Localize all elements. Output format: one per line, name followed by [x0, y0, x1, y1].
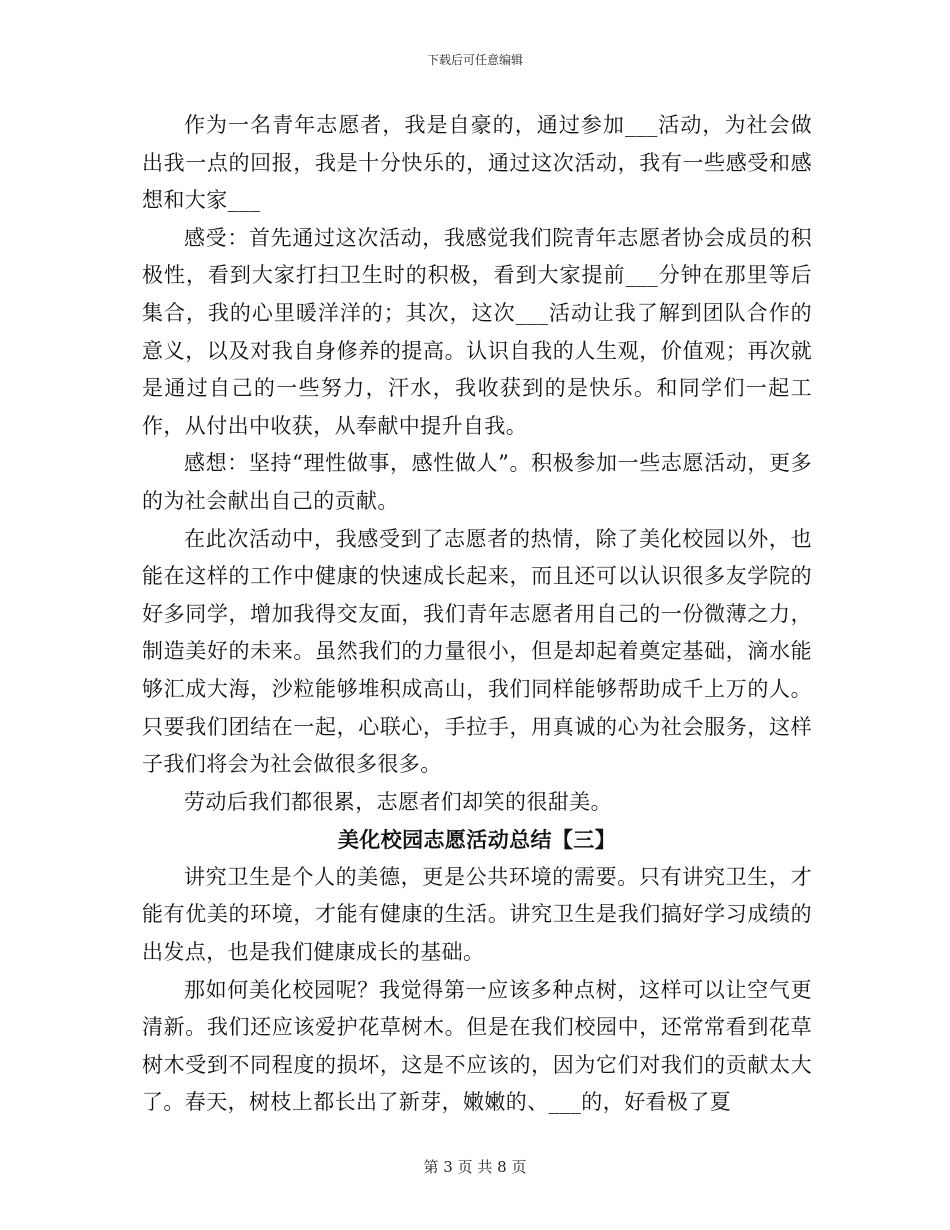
document-body: [142, 107, 812, 1122]
paragraph-feelings: 感受：首先通过这次活动，我感觉我们院青年志愿者协会成员的积极性，看到大家打扫卫生时的积极，看到大家提前___分钟在那里等后集合，我的心里暖洋洋的；其次，这次___活动让我了解到团队合作的意义，以及对我自身修养的提高。认识自我的人生观，价值观；再次就是通过自己的一些努力，汗水，我收获到的是快乐。和同学们一起工作，从付出中收获，从奉献中提升自我。: [142, 225, 812, 438]
paragraph-intro: 作为一名青年志愿者，我是自豪的，通过参加___活动，为社会做出我一点的回报，我是十分快乐的，通过这次活动，我有一些感受和感想和大家___: [142, 113, 812, 213]
paragraph-thoughts: 感想：坚持“理性做事，感性做人”。积极参加一些志愿活动，更多的为社会献出自己的贡献。: [142, 451, 812, 513]
section-title: 美化校园志愿活动总结【三】: [337, 827, 617, 853]
paragraph-hygiene: 讲究卫生是个人的美德，更是公共环境的需要。只有讲究卫生，才能有优美的环境，才能有健康的生活。讲究卫生是我们搞好学习成绩的出发点，也是我们健康成长的基础。: [142, 864, 812, 965]
paragraph-activity: 在此次活动中，我感受到了志愿者的热情，除了美化校园以外，也能在这样的工作中健康的快速成长起来，而且还可以认识很多友学院的好多同学，增加我得交友面，我们青年志愿者用自己的一份微薄之力，制造美好的未来。虽然我们的力量很小，但是却起着奠定基础，滴水能够汇成大海，沙粒能够堆积成高山，我们同样能够帮助成千上万的人。只要我们团结在一起，心联心，手拉手，用真诚的心为社会服务，这样子我们将会为社会做很多很多。: [142, 526, 812, 777]
paragraph-campus: 那如何美化校园呢？我觉得第一应该多种点树，这样可以让空气更清新。我们还应该爱护花草树木。但是在我们校园中，还常常看到花草树木受到不同程度的损坏，这是不应该的，因为它们对我们的贡献太大了。春天，树枝上都长出了新芽，嫩嫩的、___的，好看极了夏: [142, 977, 812, 1115]
paragraph-closing: 劳动后我们都很累，志愿者们却笑的很甜美。: [184, 789, 612, 814]
page-number: 第 3 页 共 8 页: [423, 1158, 527, 1176]
page-header-note: 下载后可任意编辑: [426, 53, 523, 67]
